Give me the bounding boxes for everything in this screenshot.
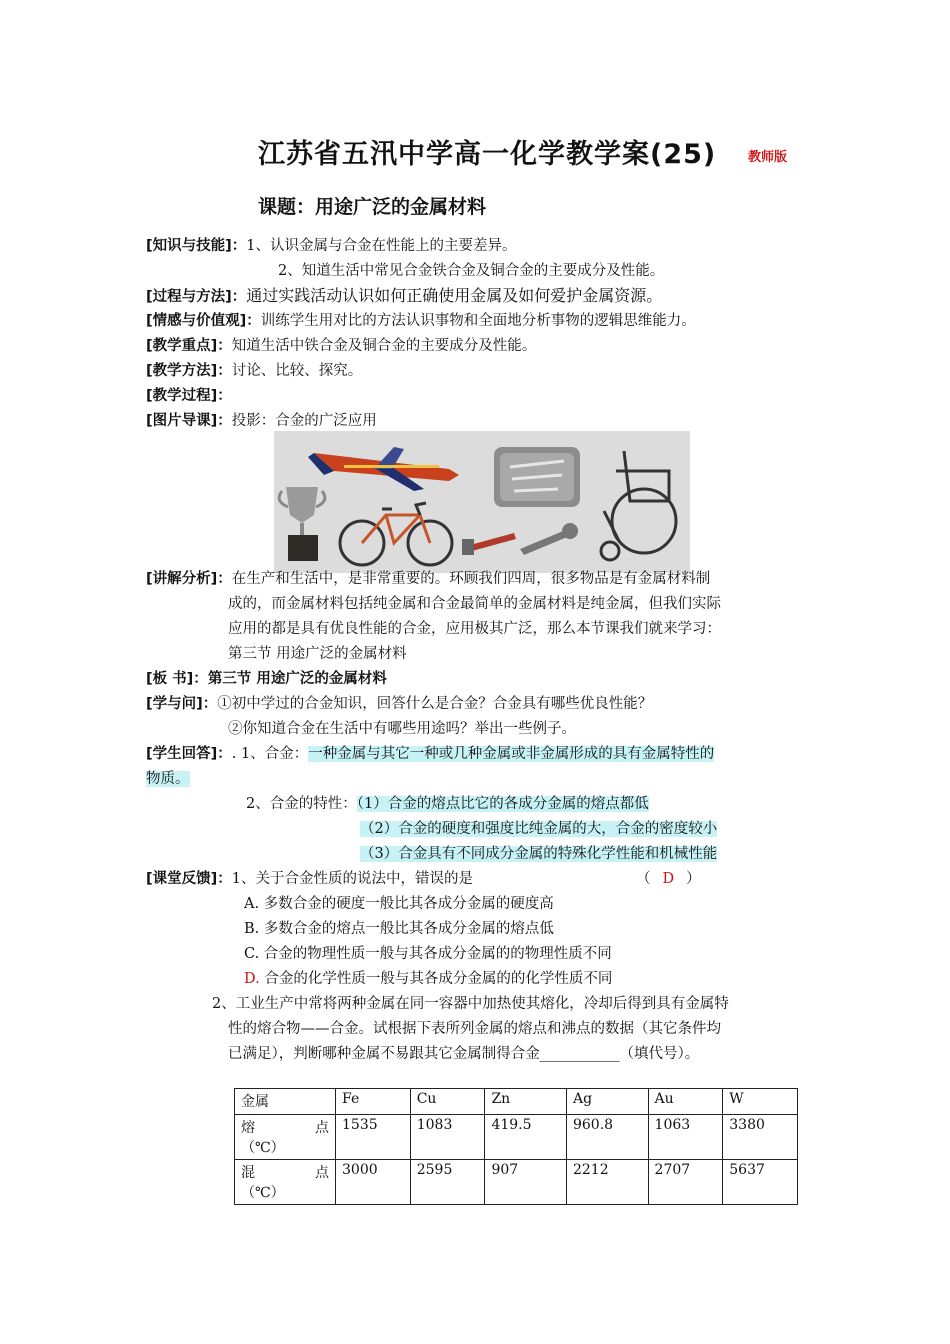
alloy-properties-row — [246, 794, 649, 814]
process-label: [过程与方法]： — [146, 289, 247, 305]
option-a-text: 多数合金的硬度一般比其各成分金属的硬度高 — [263, 896, 554, 912]
teaching-process-label: [教学过程]： — [146, 388, 232, 404]
metal-properties-table — [234, 1088, 798, 1205]
lesson-subtitle: 课题：用途广泛的金属材料 — [258, 196, 487, 218]
table-cell: 960.8 — [566, 1115, 648, 1160]
feedback-label: [课堂反馈]： — [146, 871, 232, 887]
boiling-unit: （℃） — [241, 1185, 285, 1201]
table-cell: 5637 — [723, 1160, 798, 1205]
melting-label-char-1: 熔 — [241, 1120, 255, 1136]
feedback-question-1: 1、关于合金性质的说法中，错误的是 — [231, 871, 473, 887]
table-cell: 1083 — [410, 1115, 485, 1160]
emotion-label: [情感与价值观]： — [146, 313, 261, 329]
table-cell: 1535 — [336, 1115, 411, 1160]
feedback-question-2-line-2: 性的熔合物——合金。试根据下表所列金属的熔点和沸点的数据（其它条件均 — [228, 1021, 721, 1037]
intro-row — [146, 411, 377, 431]
focus-text: 知道生活中铁合金及铜合金的主要成分及性能。 — [231, 338, 537, 354]
boiling-label-char-1: 混 — [241, 1165, 255, 1181]
ask-row — [146, 694, 652, 714]
alloy-property-3-row — [360, 844, 717, 864]
option-b — [244, 919, 554, 939]
alloy-applications-photo — [274, 431, 690, 573]
analysis-line-2: 成的，而金属材料包括纯金属和合金最简单的金属材料是纯金属，但我们实际 — [228, 596, 721, 612]
analysis-label: [讲解分析]： — [146, 571, 232, 587]
analysis-row — [146, 569, 710, 589]
alloy-definition-tail: 物质。 — [146, 771, 190, 787]
melting-point-label — [235, 1115, 336, 1160]
option-c — [244, 944, 612, 964]
focus-label: [教学重点]： — [146, 338, 232, 354]
table-header-cell: Fe — [336, 1089, 411, 1115]
answer-paren-open: （ — [636, 871, 651, 887]
board-text: 第三节 用途广泛的金属材料 — [207, 671, 387, 687]
emotion-text: 训练学生用对比的方法认识事物和全面地分析事物的逻辑思维能力。 — [260, 313, 696, 329]
answer-prefix: . 1、合金： — [231, 746, 309, 762]
option-d-text: 合金的化学性质一般与其各成分金属的的化学性质不同 — [264, 971, 613, 987]
option-d — [244, 969, 612, 989]
board-label: [板 书]： — [146, 671, 208, 687]
table-cell: 2212 — [566, 1160, 648, 1205]
method-label: [教学方法]： — [146, 363, 232, 379]
board-row — [146, 669, 387, 689]
table-row — [235, 1115, 798, 1160]
table-header-cell: 金属 — [235, 1089, 336, 1115]
process-row — [146, 286, 662, 307]
boiling-label-char-2: 点 — [315, 1165, 329, 1181]
feedback-answer-slot — [636, 869, 701, 889]
alloy-definition: 一种金属与其它一种或几种金属或非金属形成的具有金属特性的 — [308, 746, 715, 762]
option-a-letter: A. — [244, 896, 260, 912]
feedback-row — [146, 869, 473, 889]
analysis-line-1: 在生产和生活中，是非常重要的。环顾我们四周，很多物品是有金属材料制 — [231, 571, 711, 587]
melting-unit: （℃） — [241, 1140, 285, 1156]
surgical-tray-icon — [494, 447, 580, 507]
knowledge-item-2: 2、知道生活中常见合金铁合金及铜合金的主要成分及性能。 — [278, 263, 665, 279]
alloy-definition-end — [146, 769, 190, 789]
feedback-answer: D — [662, 871, 675, 887]
table-header-cell: Zn — [485, 1089, 567, 1115]
table-cell: 907 — [485, 1160, 567, 1205]
ask-question-2: ②你知道合金在生活中有哪些用途吗？举出一些例子。 — [228, 721, 576, 737]
option-b-letter: B. — [244, 921, 260, 937]
answer-paren-close: ） — [686, 871, 701, 887]
ask-label: [学与问]： — [146, 696, 218, 712]
table-cell: 3000 — [336, 1160, 411, 1205]
table-cell: 3380 — [723, 1115, 798, 1160]
knowledge-item-1: 1、认识金属与合金在性能上的主要差异。 — [246, 238, 517, 254]
answer-label: [学生回答]： — [146, 746, 232, 762]
option-a — [244, 894, 554, 914]
table-cell: 419.5 — [485, 1115, 567, 1160]
table-header-cell: Cu — [410, 1089, 485, 1115]
option-c-text: 合金的物理性质一般与其各成分金属的的物理性质不同 — [263, 946, 612, 962]
table-cell: 1063 — [648, 1115, 723, 1160]
method-row — [146, 361, 362, 381]
alloy-property-2: （2）合金的硬度和强度比纯金属的大，合金的密度较小 — [360, 821, 718, 837]
feedback-question-2-line-1: 2、工业生产中常将两种金属在同一容器中加热使其熔化，冷却后得到具有金属特 — [212, 996, 729, 1012]
melting-label-char-2: 点 — [315, 1120, 329, 1136]
knowledge-label: [知识与技能]： — [146, 238, 247, 254]
page-title: 江苏省五汛中学高一化学教学案(25) — [258, 139, 717, 170]
table-cell: 2595 — [410, 1160, 485, 1205]
alloy-properties-prefix: 2、合金的特性： — [246, 796, 357, 812]
feedback-question-2-line-3: 已满足），判断哪种金属不易跟其它金属制得合金___________（填代号）。 — [228, 1046, 700, 1062]
intro-label: [图片导课]： — [146, 413, 232, 429]
alloy-property-1: （1）合金的熔点比它的各成分金属的熔点都低 — [356, 796, 649, 812]
table-header-row — [235, 1089, 798, 1115]
analysis-line-3: 应用的都是具有优良性能的合金，应用极其广泛，那么本节课我们就来学习： — [228, 621, 721, 637]
alloy-applications-illustration — [274, 431, 690, 573]
method-text: 讨论、比较、探究。 — [231, 363, 363, 379]
alloy-property-3: （3）合金具有不同成分金属的特殊化学性能和机械性能 — [360, 846, 718, 862]
option-b-text: 多数合金的熔点一般比其各成分金属的熔点低 — [263, 921, 554, 937]
table-header-cell: W — [723, 1089, 798, 1115]
analysis-line-4: 第三节 用途广泛的金属材料 — [228, 646, 407, 662]
teacher-edition-badge: 教师版 — [748, 150, 788, 165]
alloy-property-2-row — [360, 819, 717, 839]
focus-row — [146, 336, 536, 356]
table-header-cell: Ag — [566, 1089, 648, 1115]
table-header-cell: Au — [648, 1089, 723, 1115]
table-row — [235, 1160, 798, 1205]
option-d-letter: D. — [244, 971, 260, 987]
emotion-row — [146, 311, 696, 331]
intro-text: 投影：合金的广泛应用 — [231, 413, 377, 429]
knowledge-row — [146, 236, 517, 256]
answer-row — [146, 744, 714, 764]
option-c-letter: C. — [244, 946, 260, 962]
table-cell: 2707 — [648, 1160, 723, 1205]
ask-question-1: ①初中学过的合金知识，回答什么是合金？合金具有哪些优良性能？ — [217, 696, 653, 712]
process-text: 通过实践活动认识如何正确使用金属及如何爱护金属资源。 — [246, 286, 663, 305]
boiling-point-label — [235, 1160, 336, 1205]
